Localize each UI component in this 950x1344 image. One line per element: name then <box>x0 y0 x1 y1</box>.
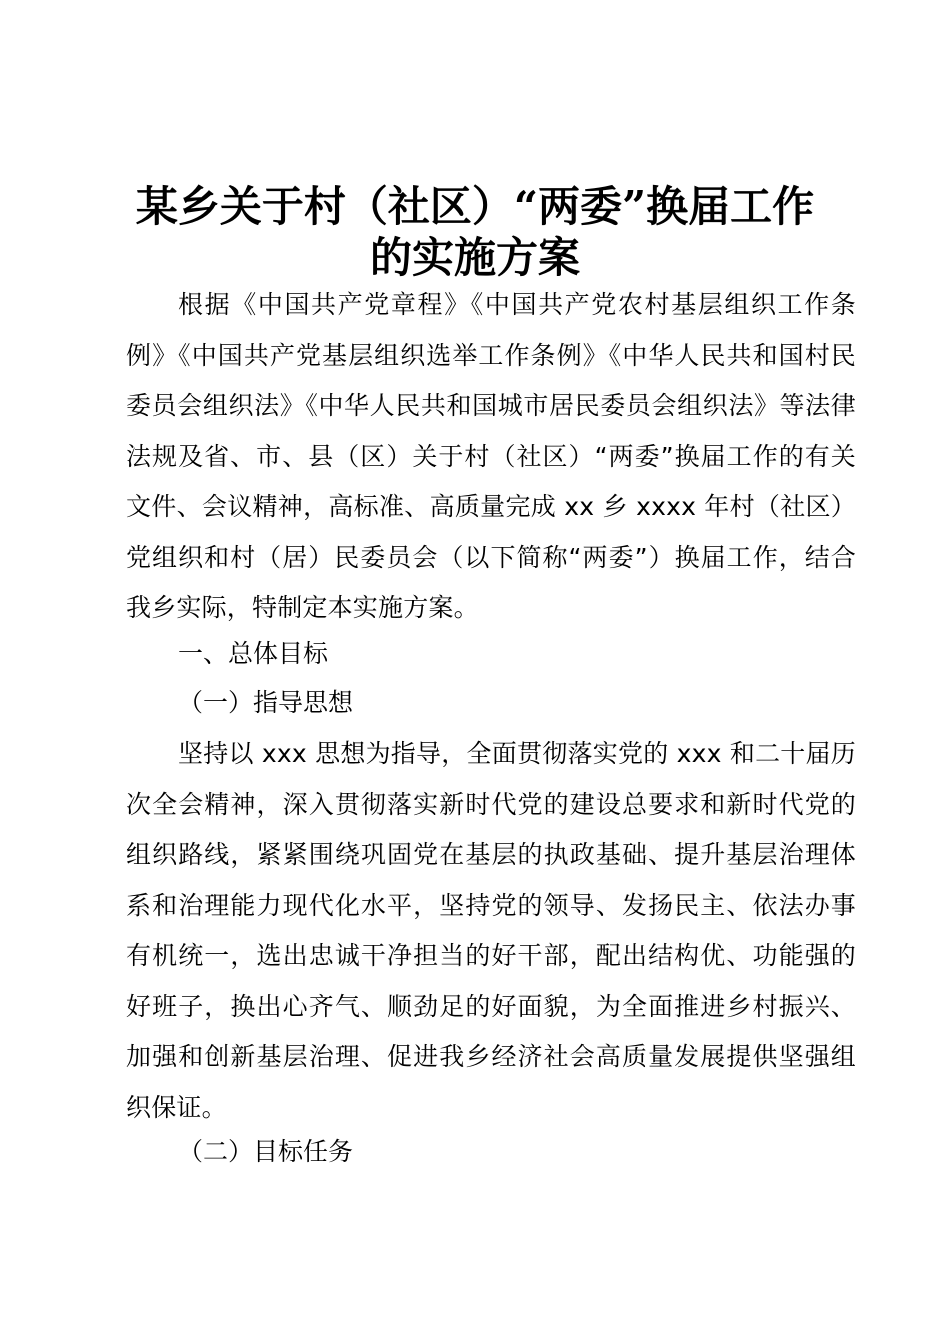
document-title-line-2: 的实施方案 <box>369 233 580 282</box>
guiding-thought-paragraph: 坚持以 xxx 思想为指导，全面贯彻落实党的 xxx 和二十届历次全会精神，深入贯彻落实新时代党的建设总要求和新时代党的组织路线，紧紧围绕巩固党在基层的执政基础、提升基层治理体系和治理能力现代化水平，坚持党的领导、发扬民主、依法办事有机统一，选出忠诚干净担当的好干部，配出结构优、功能强的好班子，换出心齐气、顺劲足的好面貌，为全面推进乡村振兴、加强和创新基层治理、促进我乡经济社会高质量发展提供坚强组织保证。 <box>126 739 856 1122</box>
intro-paragraph: 根据《中国共产党章程》《中国共产党农村基层组织工作条例》《中国共产党基层组织选举工作条例》《中华人民共和国村民委员会组织法》《中华人民共和国城市居民委员会组织法》等法律法规及省、市、县（区）关于村（社区）“两委”换届工作的有关文件、会议精神，高标准、高质量完成 xx 乡 xxxx 年村（社区）党组织和村（居）民委员会（以下简称“两委”）换届工作，结合我乡实际，特制定本实施方案。 <box>126 290 856 622</box>
subsection-heading-guiding-thought: （一）指导思想 <box>178 688 354 717</box>
section-heading-overall-goal: 一、总体目标 <box>178 639 329 668</box>
document-title-line-1: 某乡关于村（社区）“两委”换届工作 <box>135 182 815 231</box>
subsection-heading-target-tasks: （二）目标任务 <box>178 1137 354 1166</box>
